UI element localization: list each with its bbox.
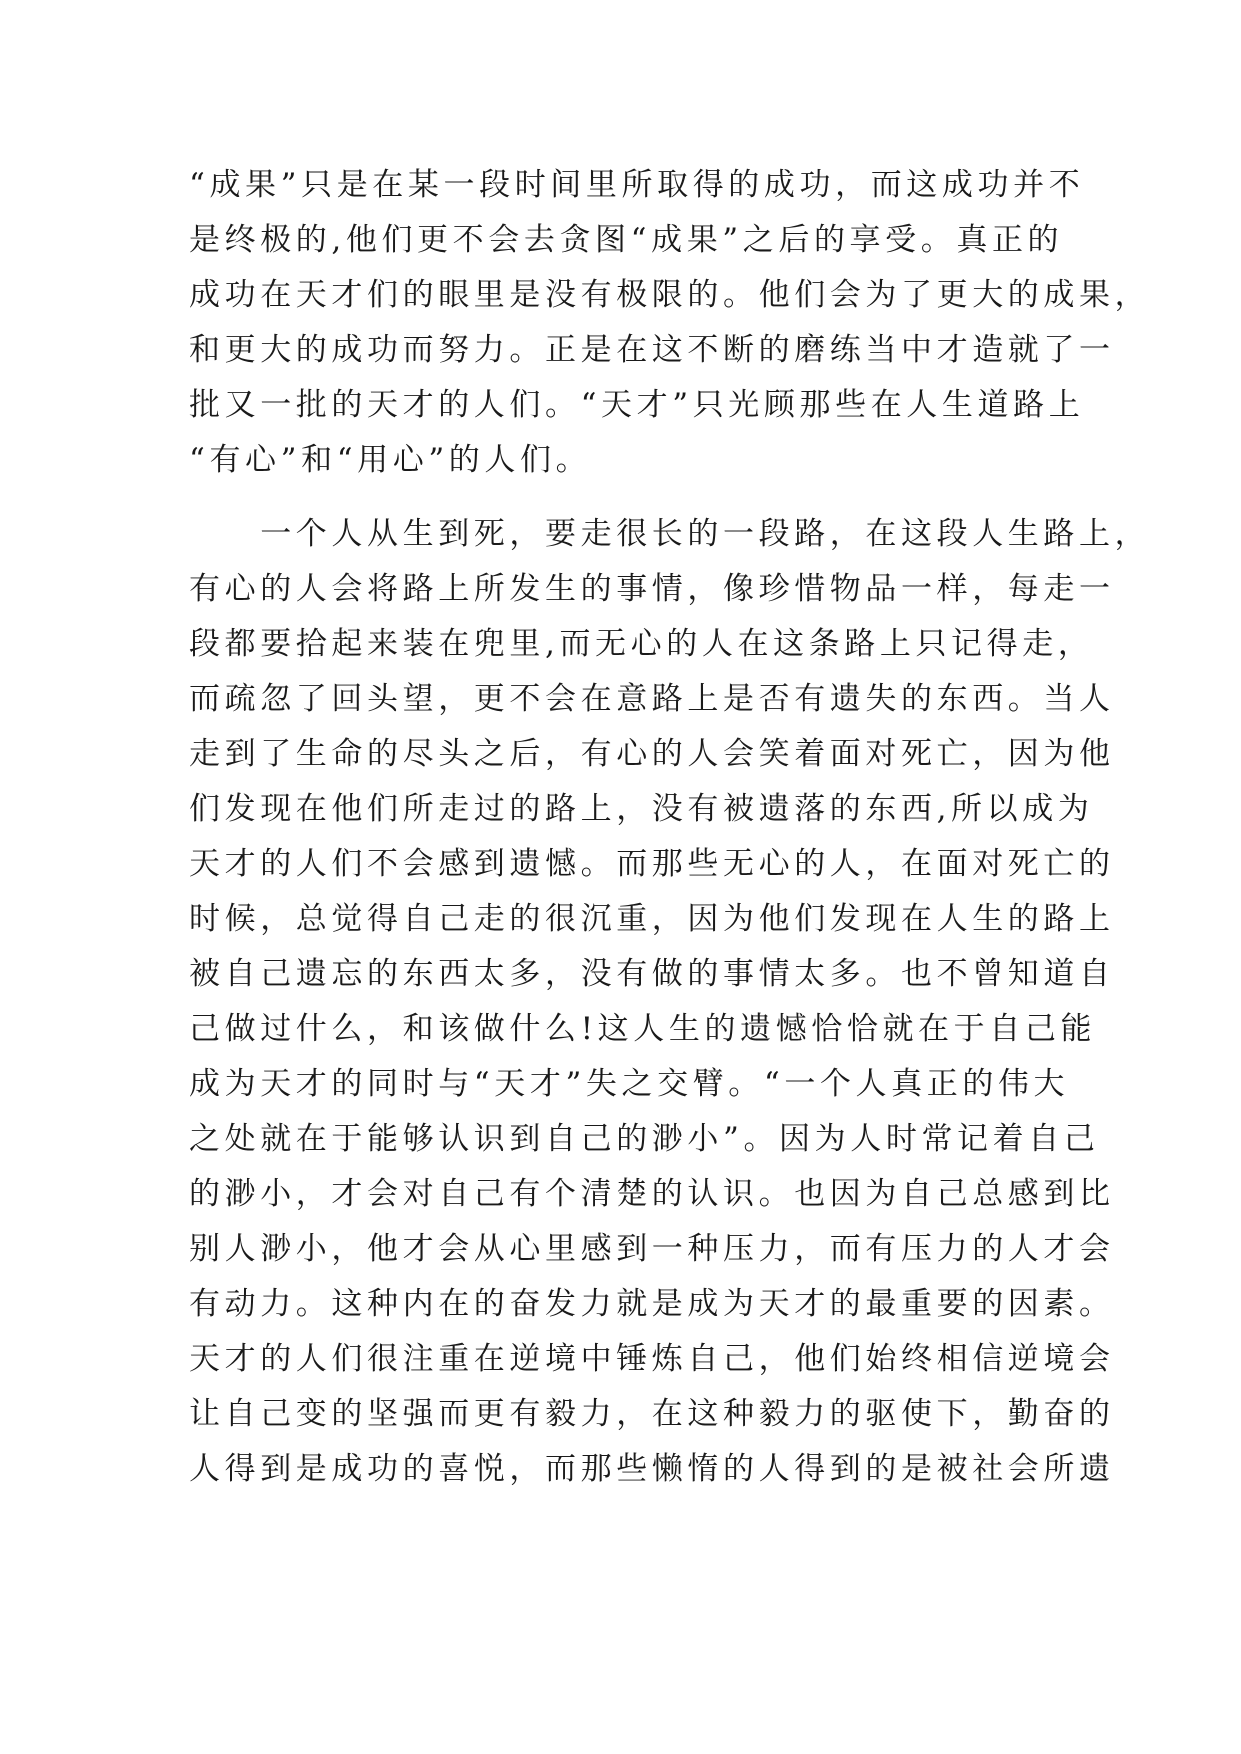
text-line: 走到了生命的尽头之后，有心的人会笑着面对死亡，因为他 <box>189 736 1115 772</box>
text-line: “有心”和“用心”的人们。 <box>189 442 592 478</box>
text-line: 批又一批的天才的人们。“天才”只光顾那些在人生道路上 <box>189 387 1085 423</box>
text-line: 被自己遗忘的东西太多，没有做的事情太多。也不曾知道自 <box>189 956 1115 992</box>
text-line: “成果”只是在某一段时间里所取得的成功，而这成功并不 <box>189 167 1085 203</box>
text-line: 己做过什么，和该做什么!这人生的遗憾恰恰就在于自己能 <box>189 1011 1097 1047</box>
text-line: 和更大的成功而努力。正是在这不断的磨练当中才造就了一 <box>189 332 1115 368</box>
text-line: 而疏忽了回头望，更不会在意路上是否有遗失的东西。当人 <box>189 681 1115 717</box>
paragraph-2 <box>189 507 1151 1497</box>
text-line: 的渺小，才会对自己有个清楚的认识。也因为自己总感到比 <box>189 1176 1115 1212</box>
text-line: 成为天才的同时与“天才”失之交臂。“一个人真正的伟大 <box>189 1066 1070 1102</box>
text-line: 一个人从生到死，要走很长的一段路，在这段人生路上， <box>189 516 1151 552</box>
text-line: 天才的人们很注重在逆境中锤炼自己，他们始终相信逆境会 <box>189 1341 1115 1377</box>
paragraph-1 <box>189 158 1151 488</box>
text-line: 有心的人会将路上所发生的事情，像珍惜物品一样，每走一 <box>189 571 1115 607</box>
text-line: 让自己变的坚强而更有毅力，在这种毅力的驱使下，勤奋的 <box>189 1396 1115 1432</box>
text-line: 段都要拾起来装在兜里,而无心的人在这条路上只记得走， <box>189 626 1094 662</box>
text-line: 时候，总觉得自己走的很沉重，因为他们发现在人生的路上 <box>189 901 1115 937</box>
text-line: 天才的人们不会感到遗憾。而那些无心的人，在面对死亡的 <box>189 846 1115 882</box>
text-line: 之处就在于能够认识到自己的渺小”。因为人时常记着自己 <box>189 1121 1100 1157</box>
body-text <box>189 158 1151 1497</box>
text-line: 是终极的,他们更不会去贪图“成果”之后的享受。真正的 <box>189 222 1064 258</box>
text-line: 别人渺小，他才会从心里感到一种压力，而有压力的人才会 <box>189 1231 1115 1267</box>
text-line: 们发现在他们所走过的路上，没有被遗落的东西,所以成为 <box>189 791 1094 827</box>
text-line: 人得到是成功的喜悦，而那些懒惰的人得到的是被社会所遗 <box>189 1451 1115 1487</box>
paragraph-gap <box>189 488 1069 507</box>
text-line: 成功在天才们的眼里是没有极限的。他们会为了更大的成果， <box>189 277 1151 313</box>
text-line: 有动力。这种内在的奋发力就是成为天才的最重要的因素。 <box>189 1286 1115 1322</box>
